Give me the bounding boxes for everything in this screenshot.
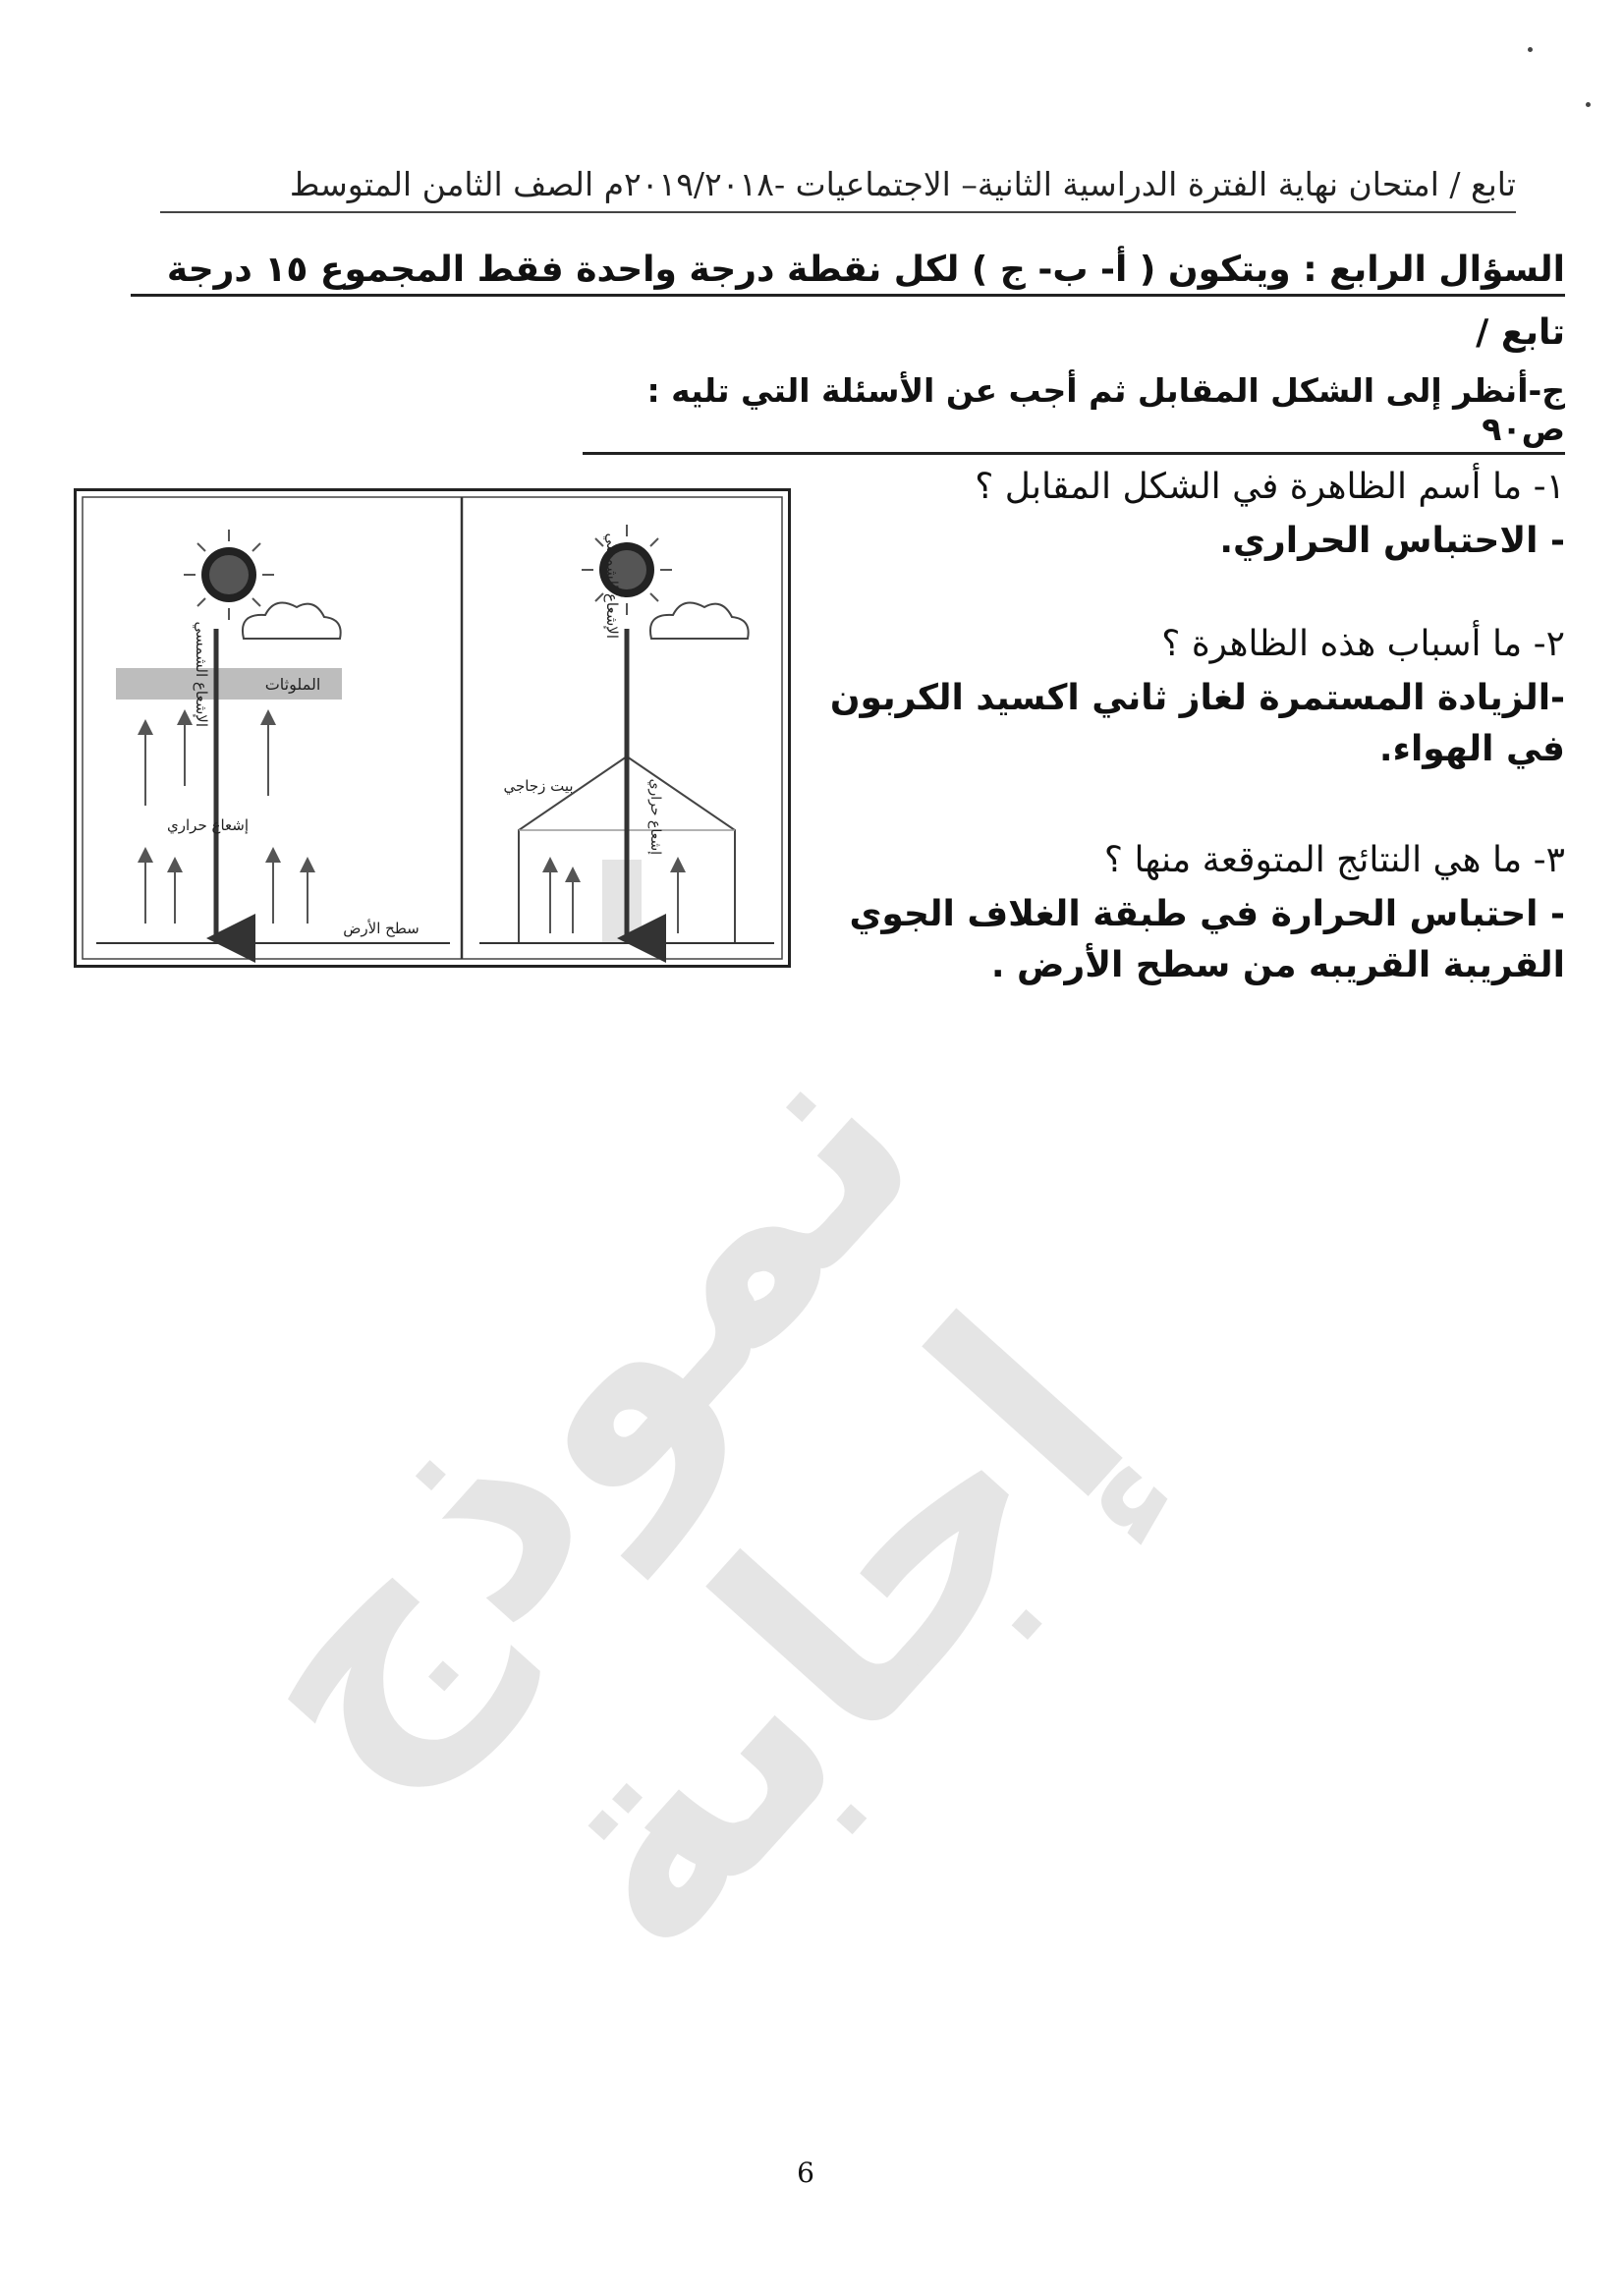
- pollutants-label: الملوثات: [264, 675, 321, 694]
- question-1: ١- ما أسم الظاهرة في الشكل المقابل ؟: [975, 467, 1565, 507]
- answer-3: - احتباس الحرارة في طبقة الغلاف الجوي القريبة القريبه من سطح الأرض .: [849, 894, 1565, 985]
- watermark: نموذج إجابة: [155, 974, 1192, 2017]
- exam-header: تابع / امتحان نهاية الفترة الدراسية الثانية– الاجتماعيات -٢٠١٩/٢٠١٨م الصف الثامن المتوسط: [160, 165, 1516, 213]
- continued-label: تابع /: [1476, 312, 1565, 353]
- right-panel: [479, 525, 774, 943]
- greenhouse-figure: [74, 488, 791, 968]
- answer-2: -الزيادة المستمرة لغاز ثاني اكسيد الكربون في الهواء.: [829, 678, 1565, 769]
- answer-1: - الاحتباس الحراري.: [1219, 521, 1565, 561]
- cloud-icon: [650, 603, 749, 640]
- greenhouse-door: [602, 860, 642, 943]
- page-number: 6: [797, 2156, 814, 2189]
- question-4-title: السؤال الرابع : ويتكون ( أ- ب- ج ) لكل نقطة درجة واحدة فقط المجموع ١٥ درجة: [131, 250, 1565, 297]
- ground-label: سطح الأرض: [343, 920, 420, 937]
- scan-speck: [1528, 47, 1533, 52]
- question-3: ٣- ما هي النتائج المتوقعة منها ؟: [1103, 840, 1565, 880]
- left-panel: [96, 530, 450, 943]
- sun-icon: [582, 525, 672, 615]
- greenhouse-diagram: [77, 491, 788, 965]
- heat-radiation-label-left: إشعاع حراري: [167, 816, 249, 834]
- sun-icon: [184, 530, 274, 620]
- scan-speck: [1586, 102, 1591, 107]
- solar-radiation-label-left: الإشعاع الشمسي: [193, 621, 210, 727]
- solar-radiation-label-right: الإشعاع الشمسي: [603, 532, 621, 639]
- part-c-instruction: ج-أنظر إلى الشكل المقابل ثم أجب عن الأسئلة التي تليه : ص٩٠: [583, 371, 1565, 455]
- greenhouse-label: بيت زجاجي: [503, 777, 574, 795]
- question-2: ٢- ما أسباب هذه الظاهرة ؟: [1161, 624, 1565, 664]
- cloud-icon: [243, 603, 341, 640]
- heat-radiation-label-right: إشعاع حراري: [647, 778, 663, 855]
